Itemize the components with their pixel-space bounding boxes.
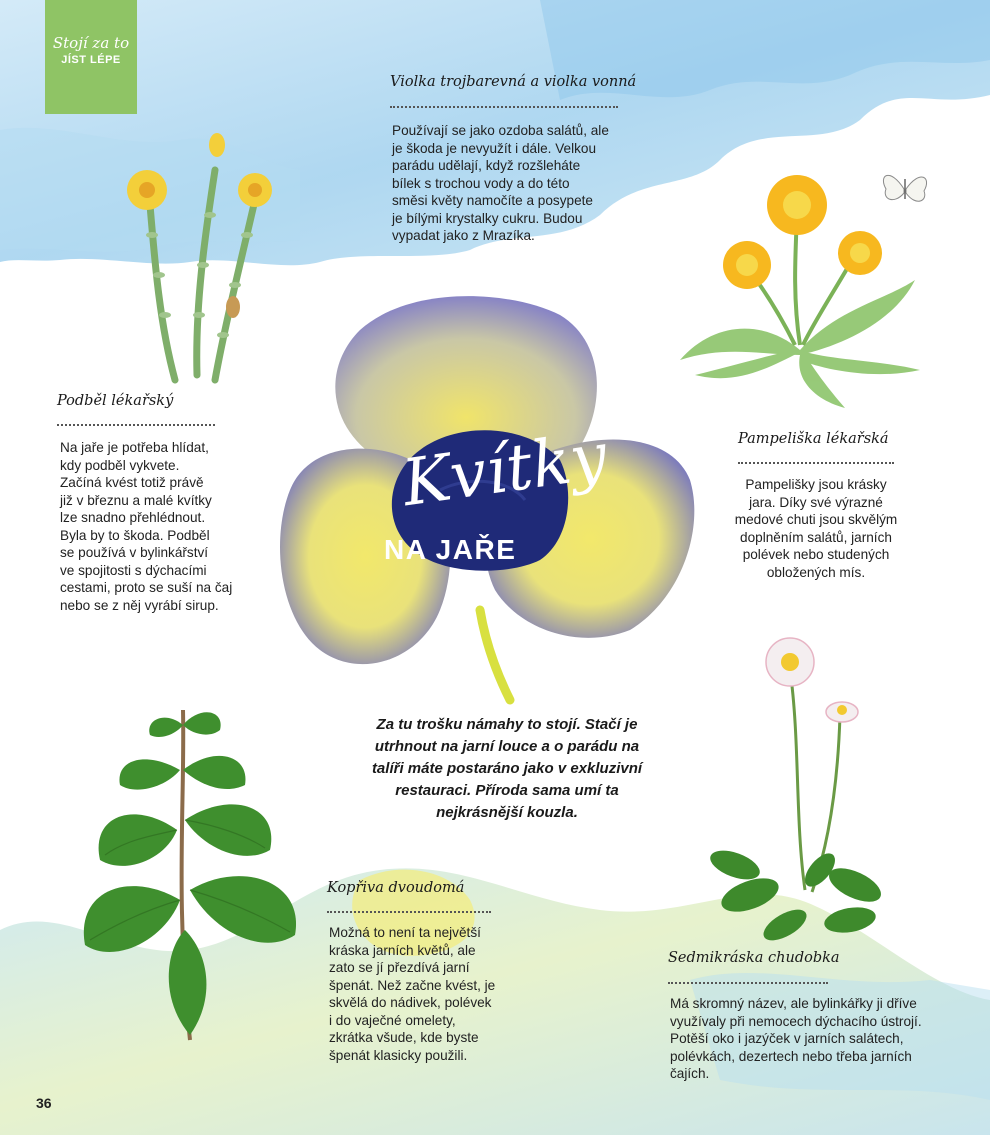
podbel-heading: Podběl lékařský — [57, 393, 174, 409]
violka-text: Používají se jako ozdoba salátů, ale je škoda je nevyužít i dále. Velkou parádu udělají, když rozšleháte bílek s trochou vody a do této směsi květy namočíte a posypete je bílými krystalky cukru. Budou vypadat jako z Mrazíka. — [392, 123, 609, 243]
intro-quote: Za tu trošku námahy to stojí. Stačí je utrhnout na jarní louce a o parádu na talíři máte postaráno jako v exkluzivní restauraci. Příroda sama umí ta nejkrásnější kouzla. — [371, 716, 643, 821]
title-script: Kvítky — [398, 419, 612, 522]
daisy-illustration — [690, 630, 890, 950]
badge-script-text: Stojí za to — [52, 34, 130, 52]
podbel-divider — [57, 424, 215, 426]
sedmikraska-heading: Sedmikráska chudobka — [668, 950, 840, 966]
page-number: 36 — [36, 1095, 52, 1111]
section-badge — [45, 0, 137, 114]
pampeliska-divider — [738, 462, 894, 464]
kopriva-divider — [327, 911, 491, 913]
badge-caps-text: JÍST LÉPE — [61, 54, 121, 66]
podbel-text: Na jaře je potřeba hlídat, kdy podběl vykvete. Začíná kvést totiž právě již v březnu a malé kvítky lze snadno přehlédnout. Byla by to škoda. Podběl se používá v bylinkářství ve spojitosti s dýchacími cestami, proto se suší na čaj nebo se z něj vyrábí sirup. — [60, 440, 233, 613]
violka-divider — [390, 106, 618, 108]
kopriva-text: Možná to není ta největší kráska jarních květů, ale zato se jí přezdívá jarní špenát. Než začne kvést, je skvělá do nádivek, polévek i do vaječné omelety, zkrátka všude, kde byste špenát klasicky použili. — [329, 925, 496, 1063]
title-caps: NA JAŘE — [384, 534, 517, 565]
coltsfoot-illustration — [115, 125, 285, 395]
butterfly-icon — [880, 165, 930, 213]
kopriva-heading: Kopřiva dvoudomá — [327, 880, 465, 896]
nettle-illustration — [65, 700, 315, 1045]
pampeliska-text: Pampelišky jsou krásky jara. Díky své výrazné medové chuti jsou skvělým doplněním salátů, jarních polévek nebo studených obložených mís. — [734, 477, 898, 580]
sedmikraska-text: Má skromný název, ale bylinkářky ji dříve využívaly při nemocech dýchacího ústrojí. Potěší oko i jazýček v jarních salátech, polévkách, dezertech nebo třeba jarních čajích. — [670, 996, 922, 1081]
sedmikraska-divider — [668, 982, 828, 984]
pampeliska-heading: Pampeliška lékařská — [738, 431, 889, 447]
violka-heading: Violka trojbarevná a violka vonná — [390, 74, 637, 90]
